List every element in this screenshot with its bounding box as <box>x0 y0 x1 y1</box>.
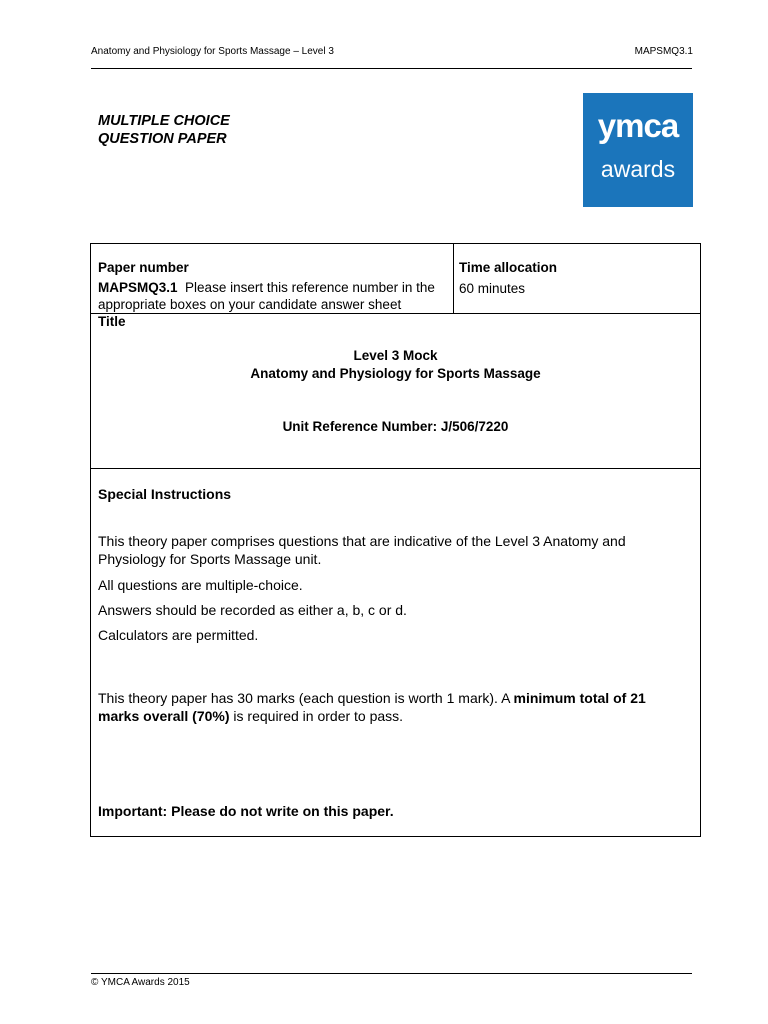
pass-mark-bold: minimum total of 21 marks overall (70%) <box>98 690 646 724</box>
pass-mark-text-start: This theory paper has 30 marks (each question is worth 1 mark). A <box>98 690 514 706</box>
paper-info-row <box>91 244 700 314</box>
important-notice: Important: Please do not write on this paper. <box>98 803 394 819</box>
instruction-paragraph-4: Calculators are permitted. <box>98 627 259 643</box>
instruction-paragraph-3: Answers should be recorded as either a, b, c or d. <box>98 602 407 618</box>
paper-type-heading <box>98 112 230 148</box>
time-allocation-value: 60 minutes <box>459 281 526 296</box>
running-header-title: Anatomy and Physiology for Sports Massage – Level 3 <box>91 46 334 57</box>
special-instructions-row <box>91 469 700 836</box>
paper-type-line-2: QUESTION PAPER <box>98 131 227 147</box>
footer-divider <box>91 973 692 974</box>
title-row <box>91 314 700 469</box>
running-header-code: MAPSMQ3.1 <box>634 46 693 57</box>
time-allocation-label: Time allocation <box>459 260 558 275</box>
copyright-footer: © YMCA Awards 2015 <box>91 977 190 988</box>
paper-type-line-1: MULTIPLE CHOICE <box>98 113 230 129</box>
logo-ymca-text: ymca <box>597 107 679 144</box>
special-instructions-heading: Special Instructions <box>98 486 232 502</box>
title-subject: Anatomy and Physiology for Sports Massage <box>250 366 541 381</box>
paper-number-instruction-text: Please insert this reference number in the appropriate boxes on your candidate answer sheet <box>98 280 435 312</box>
ymca-awards-logo <box>583 93 693 207</box>
paper-number-instruction <box>98 279 448 313</box>
title-level: Level 3 Mock <box>353 348 438 363</box>
instruction-paragraph-2: All questions are multiple-choice. <box>98 577 303 593</box>
paper-number-code: MAPSMQ3.1 <box>98 280 178 295</box>
cover-info-box <box>90 243 701 837</box>
column-divider <box>453 244 454 313</box>
pass-mark-text-end: is required in order to pass. <box>229 708 404 724</box>
title-label: Title <box>98 314 126 329</box>
logo-awards-text: awards <box>600 156 676 182</box>
pass-mark-paragraph <box>98 689 690 725</box>
paper-number-label: Paper number <box>98 260 189 275</box>
header-divider <box>91 68 692 69</box>
instruction-paragraph-1: This theory paper comprises questions that are indicative of the Level 3 Anatomy and Physiology for Sports Massage unit. <box>98 533 626 567</box>
unit-reference-number: Unit Reference Number: J/506/7220 <box>282 419 509 434</box>
